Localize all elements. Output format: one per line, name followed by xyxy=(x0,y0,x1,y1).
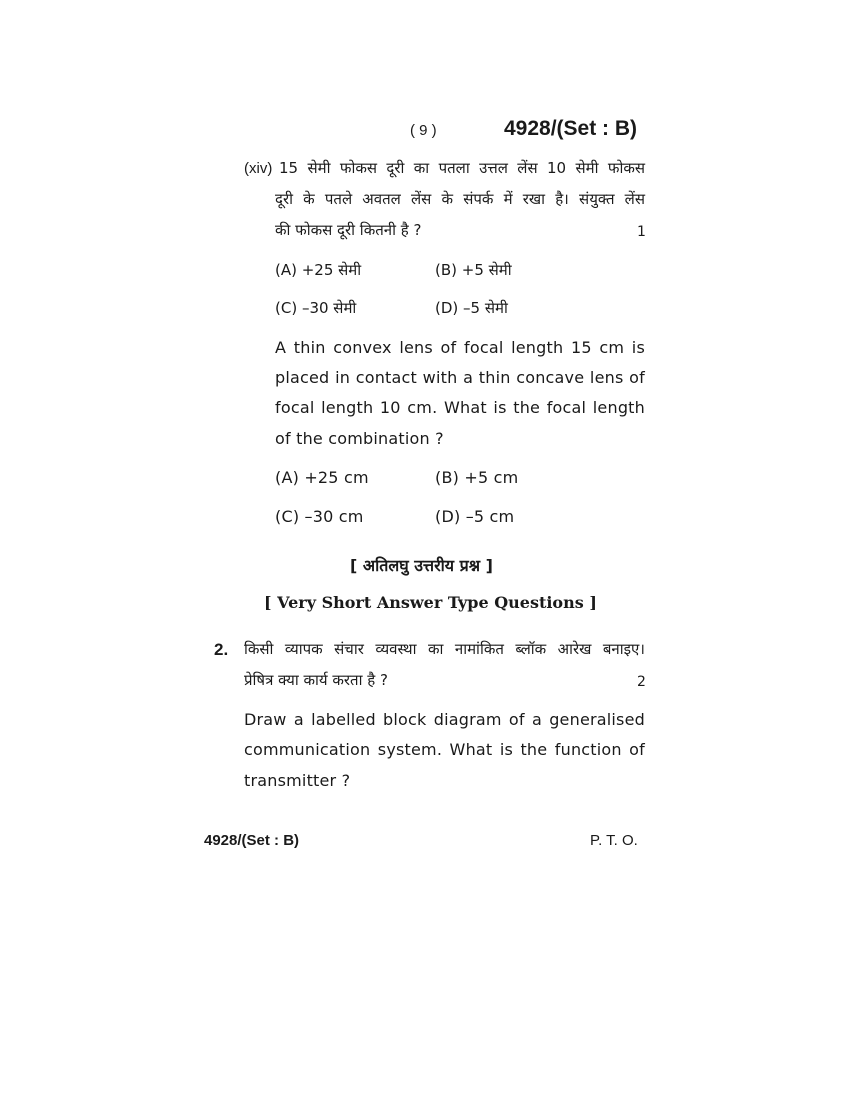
q2-english-line-1: Draw a labelled block diagram of a generalised xyxy=(244,710,645,729)
q-xiv-marks: 1 xyxy=(637,224,646,240)
section-heading-english: [ Very Short Answer Type Questions ] xyxy=(264,593,597,612)
q-xiv-hindi-line-3: की फोकस दूरी कितनी है ? xyxy=(275,221,422,239)
q-xiv-english-option-a: (A) +25 cm xyxy=(275,468,369,487)
q-xiv-english-line-2: placed in contact with a thin concave lens of xyxy=(275,368,645,387)
page-number: ( 9 ) xyxy=(410,122,437,139)
q-xiv-hindi-option-b: (B) +5 सेमी xyxy=(435,261,512,279)
q-xiv-hindi-line-1: 15 सेमी फोकस दूरी का पतला उत्तल लेंस 10 सेमी फोकस xyxy=(279,159,645,177)
q-xiv-hindi-line-2: दूरी के पतले अवतल लेंस के संपर्क में रखा है। संयुक्त लेंस xyxy=(275,190,645,208)
paper-code-footer: 4928/(Set : B) xyxy=(204,832,300,849)
q2-marks: 2 xyxy=(637,674,646,690)
q-xiv-english-option-d: (D) –5 cm xyxy=(435,507,515,526)
q2-hindi-line-1: किसी व्यापक संचार व्यवस्था का नामांकित ब्लॉक आरेख बनाइए। xyxy=(244,640,645,658)
q2-english-line-3: transmitter ? xyxy=(244,771,351,790)
q-xiv-english-option-b: (B) +5 cm xyxy=(435,468,519,487)
paper-code-header: 4928/(Set : B) xyxy=(504,117,638,140)
q-xiv-english-line-3: focal length 10 cm. What is the focal length xyxy=(275,398,645,417)
q-xiv-english-line-4: of the combination ? xyxy=(275,429,444,448)
section-heading-hindi: [ अतिलघु उत्तरीय प्रश्न ] xyxy=(350,556,493,575)
pto-label: P. T. O. xyxy=(590,832,638,849)
q-xiv-english-option-c: (C) –30 cm xyxy=(275,507,364,526)
q-xiv-hindi-option-c: (C) –30 सेमी xyxy=(275,299,357,317)
question-number-2: 2. xyxy=(214,640,229,659)
q-xiv-hindi-option-d: (D) –5 सेमी xyxy=(435,299,508,317)
question-number-xiv: (xiv) xyxy=(244,160,273,177)
q2-english-line-2: communication system. What is the function of xyxy=(244,740,645,759)
q-xiv-hindi-option-a: (A) +25 सेमी xyxy=(275,261,362,279)
q-xiv-english-line-1: A thin convex lens of focal length 15 cm is xyxy=(275,338,645,357)
q2-hindi-line-2: प्रेषित्र क्या कार्य करता है ? xyxy=(244,671,388,689)
